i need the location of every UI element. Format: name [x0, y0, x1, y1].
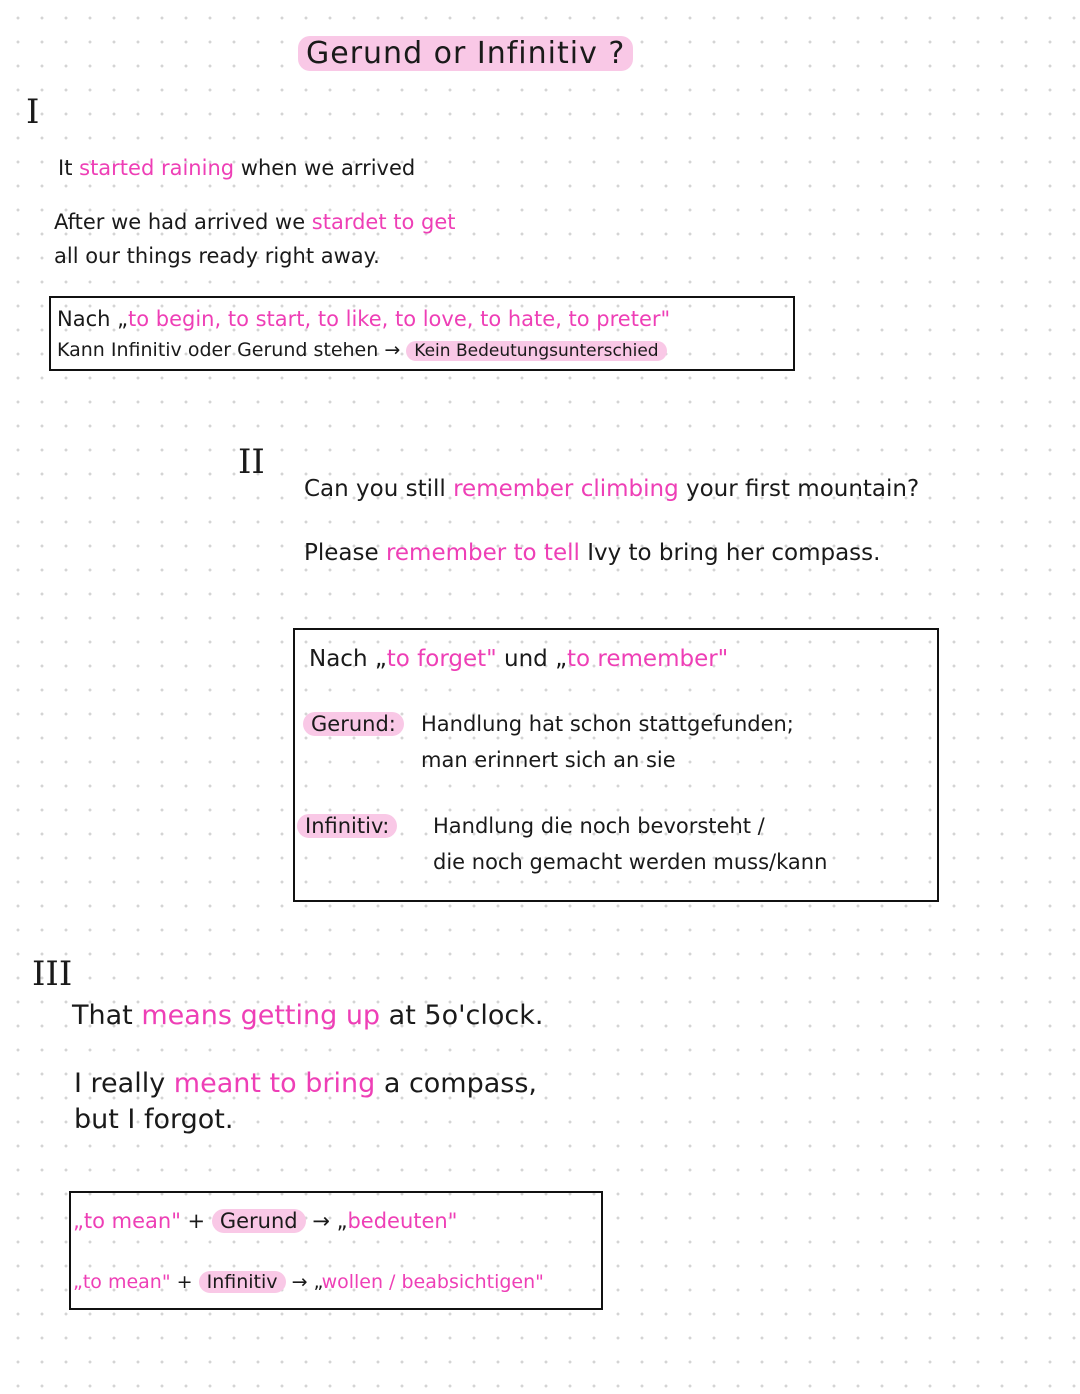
arrow-2: → „ [291, 1271, 322, 1293]
infinitiv-highlight: Infinitiv [199, 1271, 286, 1293]
title-highlight: Gerund or Infinitiv ? [298, 36, 633, 71]
rule-no-difference-highlight: Kein Bedeutungsunterschied [406, 341, 666, 361]
rule-2-und: und „ [504, 646, 568, 672]
gerund-explanation-line-1: Handlung hat schon stattgefunden; [421, 712, 794, 736]
bedeuten: bedeuten" [347, 1209, 458, 1233]
section-3-example-2-line-2: but I forgot. [74, 1104, 234, 1135]
ex-that-end: at 5o'clock. [388, 1000, 544, 1031]
ex-can-end: your first mountain? [686, 476, 920, 502]
ex-please-start: Please [304, 540, 379, 566]
section-3-numeral: III [32, 954, 73, 994]
gerund-label-highlight: Gerund: [303, 712, 404, 736]
rule-box-1 [49, 296, 795, 371]
section-1-example-1 [58, 156, 415, 180]
ex1-highlighted-verb: started raining [79, 156, 235, 180]
rule-2-to-forget: to forget" [386, 646, 497, 672]
ex-really-start: I really [74, 1068, 166, 1099]
mean-infinitiv-rule [73, 1271, 544, 1293]
ex2-text-start: After we had arrived we [54, 210, 306, 234]
arrow-1: → „ [312, 1209, 348, 1233]
section-2-numeral: II [238, 442, 265, 482]
infinitiv-label-highlight: Infinitiv: [297, 814, 397, 838]
gerund-highlight: Gerund [212, 1209, 306, 1233]
ex-that-start: That [72, 1000, 133, 1031]
rule-box-1-line-1 [57, 307, 670, 331]
plus-2: + [176, 1271, 193, 1293]
rule-box-3 [69, 1191, 603, 1310]
section-3-example-2-line-1 [74, 1068, 537, 1099]
mean-gerund-rule [73, 1209, 457, 1233]
ex-please-end: Ivy to bring her compass. [587, 540, 881, 566]
ex-remember-climbing: remember climbing [453, 476, 679, 502]
section-1-example-2-line-1 [54, 210, 456, 234]
section-2-example-1 [304, 476, 919, 502]
section-1-example-2-line-2: all our things ready right away. [54, 244, 380, 268]
infinitiv-explanation-line-1: Handlung die noch bevorsteht / [433, 814, 765, 838]
rule-2-nach: Nach „ [309, 646, 387, 672]
plus-1: + [187, 1209, 206, 1233]
rule-verbs: to begin, to start, to like, to love, to hate, to preter" [128, 307, 671, 331]
ex-can-start: Can you still [304, 476, 446, 502]
ex1-text-end: when we arrived [240, 156, 416, 180]
ex-meant-to-bring: meant to bring [173, 1068, 376, 1099]
to-mean-2: „to mean" [73, 1271, 171, 1293]
gerund-explanation-line-2: man erinnert sich an sie [421, 748, 676, 772]
rule-box-2-heading [309, 646, 728, 672]
page-title [298, 36, 633, 71]
rule-box-1-line-2 [57, 339, 667, 361]
section-1-numeral: I [26, 92, 40, 132]
infinitiv-explanation-line-2: die noch gemacht werden muss/kann [433, 850, 828, 874]
section-2-example-2 [304, 540, 880, 566]
rule-2-to-remember: to remember" [567, 646, 729, 672]
gerund-label [303, 712, 404, 736]
rule-box-2 [293, 628, 939, 902]
ex-means-getting-up: means getting up [141, 1000, 381, 1031]
ex-remember-to-tell: remember to tell [385, 540, 580, 566]
section-3-example-1 [72, 1000, 543, 1031]
ex1-text-start: It [58, 156, 73, 180]
infinitiv-label [297, 814, 397, 838]
wollen-beabsichtigen: wollen / beabsichtigen" [321, 1271, 544, 1293]
to-mean-1: „to mean" [73, 1209, 181, 1233]
rule-nach: Nach „ [57, 307, 128, 331]
ex2-highlighted-verb: stardet to get [311, 210, 456, 234]
rule-line-2-text: Kann Infinitiv oder Gerund stehen → [57, 339, 401, 361]
ex-really-end: a compass, [383, 1068, 538, 1099]
